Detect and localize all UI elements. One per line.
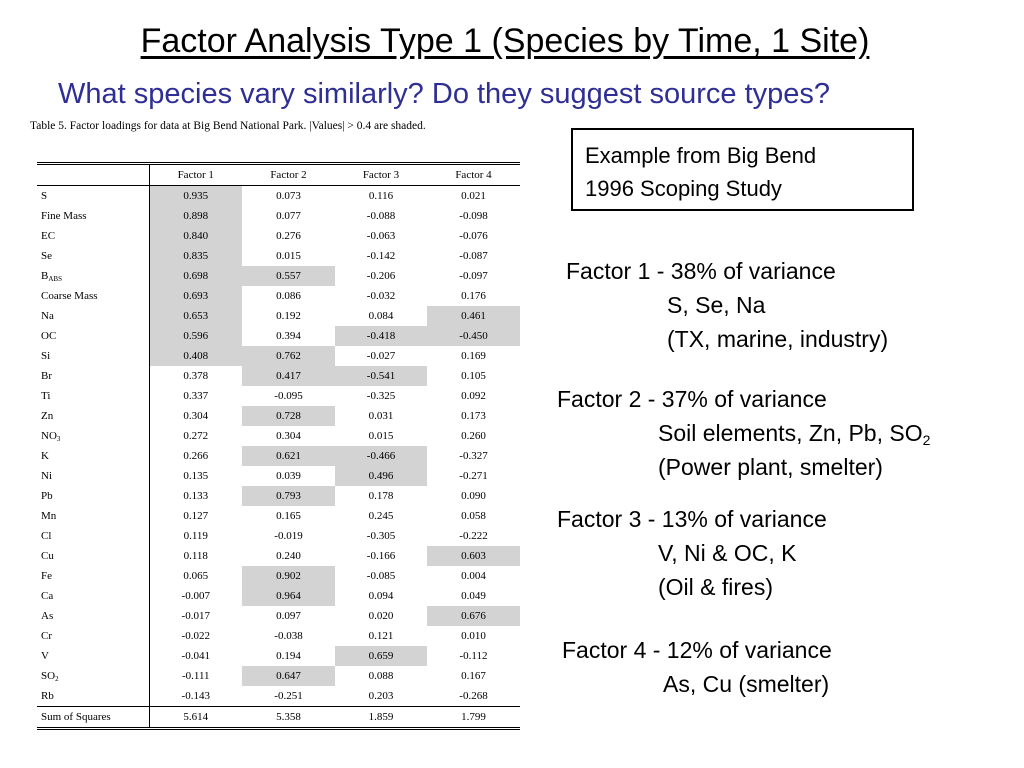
loading-cell: 0.378 <box>183 370 209 382</box>
row-label <box>37 286 149 306</box>
loading-cell: -0.112 <box>459 650 488 662</box>
row-label-text: Rb <box>41 690 54 702</box>
loading-cell: -0.206 <box>366 270 396 282</box>
loading-cell: 0.659 <box>335 646 427 666</box>
loading-cell: 0.010 <box>461 630 486 642</box>
loading-cell: -0.032 <box>366 290 396 302</box>
loading-cell: 0.031 <box>368 410 394 422</box>
loading-cell: -0.063 <box>366 230 396 242</box>
table-row <box>37 646 520 666</box>
loading-cell: 0.192 <box>276 310 301 322</box>
row-label-text: Fine Mass <box>41 210 87 222</box>
loading-cell: 0.073 <box>276 190 301 202</box>
factor-3-species: V, Ni & OC, K <box>658 540 797 566</box>
row-label <box>37 626 149 646</box>
slide-title: Factor Analysis Type 1 (Species by Time, 1 Site) <box>140 22 870 60</box>
loading-cell: 0.272 <box>183 430 209 442</box>
loading-cell: 0.090 <box>461 490 486 502</box>
loading-cell: 0.065 <box>183 570 209 582</box>
loading-cell: -0.251 <box>274 690 303 702</box>
loading-cell: 0.935 <box>149 186 242 207</box>
row-label-text: Coarse Mass <box>41 290 98 302</box>
row-label <box>37 386 149 406</box>
row-label <box>37 546 149 566</box>
loading-cell: -0.327 <box>459 450 488 462</box>
row-label-text: Cu <box>41 550 54 562</box>
row-label <box>37 506 149 526</box>
row-label-text: K <box>41 450 49 462</box>
table-row <box>37 466 520 486</box>
loading-cell: 0.337 <box>183 390 209 402</box>
loading-cell: 0.088 <box>368 670 394 682</box>
table-row <box>37 386 520 406</box>
loading-cell: 0.304 <box>183 410 209 422</box>
table-row <box>37 566 520 586</box>
loading-cell: 0.840 <box>149 226 242 246</box>
row-label-text: Ti <box>41 390 51 402</box>
loading-cell: 0.097 <box>276 610 301 622</box>
table-row <box>37 426 520 446</box>
loading-cell: -0.143 <box>181 690 210 702</box>
loading-cell: 0.094 <box>368 590 394 602</box>
loading-cell: 0.898 <box>149 206 242 226</box>
factor-4-heading: Factor 4 - 12% of variance <box>562 637 832 663</box>
factor-2-summary <box>557 382 930 484</box>
table-row <box>37 366 520 386</box>
factor-4-species: As, Cu (smelter) <box>663 671 830 697</box>
loading-cell: 0.084 <box>368 310 394 322</box>
loading-cell: 0.793 <box>242 486 335 506</box>
factor-1-summary <box>566 254 888 356</box>
table-row <box>37 186 520 207</box>
row-label-text: Se <box>41 250 52 262</box>
row-label <box>37 346 149 366</box>
row-label-subscript: 3 <box>56 435 61 443</box>
loading-cell: 0.049 <box>461 590 486 602</box>
loading-cell: 0.135 <box>183 470 209 482</box>
loading-cell: 0.173 <box>461 410 486 422</box>
row-label <box>37 686 149 707</box>
loading-cell: 0.116 <box>368 190 394 202</box>
row-label-subscript: ABS <box>48 275 62 283</box>
row-label <box>37 366 149 386</box>
loading-cell: -0.098 <box>459 210 488 222</box>
loading-cell: 0.245 <box>368 510 394 522</box>
row-label <box>37 226 149 246</box>
row-label <box>37 246 149 266</box>
row-label <box>37 586 149 606</box>
row-label-text: Zn <box>41 410 54 422</box>
table-row <box>37 626 520 646</box>
loading-cell: 0.304 <box>276 430 301 442</box>
loading-cell: 0.015 <box>368 430 394 442</box>
note-line-2: 1996 Scoping Study <box>585 176 782 201</box>
loading-cell: -0.022 <box>181 630 210 642</box>
row-label-text: EC <box>41 230 56 242</box>
loading-cell: 0.092 <box>461 390 486 402</box>
loading-cell: 0.698 <box>149 266 242 286</box>
loading-cell: 0.178 <box>368 490 394 502</box>
table-caption: Table 5. Factor loadings for data at Big Bend National Park. |Values| > 0.4 are shaded. <box>30 120 426 132</box>
table-header-row <box>37 165 520 186</box>
loading-cell: 0.557 <box>242 266 335 286</box>
sum-of-squares-cell: 1.859 <box>335 707 427 729</box>
row-label-text: Na <box>41 310 54 322</box>
table-row <box>37 406 520 426</box>
factor-2-heading: Factor 2 - 37% of variance <box>557 386 827 412</box>
row-label-text: Cr <box>41 630 52 642</box>
row-label-text: Cl <box>41 530 52 542</box>
loading-cell: -0.087 <box>459 250 488 262</box>
loading-cell: 0.169 <box>461 350 486 362</box>
sum-of-squares-cell: 5.614 <box>149 707 242 729</box>
loading-cell: 0.127 <box>183 510 209 522</box>
loading-cell: -0.017 <box>181 610 210 622</box>
loading-cell: 0.176 <box>461 290 486 302</box>
column-header-factor-4: Factor 4 <box>427 165 520 186</box>
table-row <box>37 486 520 506</box>
table-row <box>37 526 520 546</box>
row-label <box>37 666 149 686</box>
row-label <box>37 306 149 326</box>
loading-cell: 0.621 <box>242 446 335 466</box>
row-label <box>37 206 149 226</box>
sum-of-squares-label: Sum of Squares <box>37 707 149 729</box>
loading-cell: 0.394 <box>276 330 301 342</box>
loading-cell: 0.194 <box>276 650 301 662</box>
loading-cell: 0.015 <box>276 250 301 262</box>
factor-1-sources: (TX, marine, industry) <box>667 326 889 352</box>
loading-cell: 0.728 <box>242 406 335 426</box>
factor-2-species-subscript: 2 <box>922 432 931 448</box>
loading-cell: 0.461 <box>427 306 520 326</box>
loading-cell: 0.276 <box>276 230 301 242</box>
table-row <box>37 586 520 606</box>
row-label <box>37 326 149 346</box>
row-label <box>37 486 149 506</box>
row-label <box>37 466 149 486</box>
row-label-text: Ni <box>41 470 52 482</box>
loading-cell: -0.418 <box>335 326 427 346</box>
row-label-text: As <box>41 610 54 622</box>
factor-2-sources: (Power plant, smelter) <box>658 454 883 480</box>
factor-1-species: S, Se, Na <box>667 292 766 318</box>
table-row <box>37 686 520 707</box>
factor-loadings-table-wrapper <box>37 162 520 730</box>
factor-2-species <box>557 416 930 450</box>
table-row <box>37 306 520 326</box>
loading-cell: 0.020 <box>368 610 394 622</box>
factor-3-heading: Factor 3 - 13% of variance <box>557 506 827 532</box>
factor-3-sources: (Oil & fires) <box>658 574 773 600</box>
loading-cell: 0.260 <box>461 430 486 442</box>
row-label <box>37 266 149 286</box>
loading-cell: -0.325 <box>366 390 396 402</box>
table-row <box>37 546 520 566</box>
row-label-subscript: 2 <box>55 675 59 683</box>
factor-1-heading: Factor 1 - 38% of variance <box>566 258 836 284</box>
loading-cell: 0.902 <box>242 566 335 586</box>
loading-cell: -0.041 <box>181 650 210 662</box>
loading-cell: -0.222 <box>459 530 488 542</box>
loading-cell: -0.466 <box>335 446 427 466</box>
row-label-text: Si <box>41 350 51 362</box>
row-label-text: NO <box>41 430 57 442</box>
loading-cell: 0.596 <box>149 326 242 346</box>
row-label-text: OC <box>41 330 57 342</box>
row-label <box>37 566 149 586</box>
table-row <box>37 606 520 626</box>
row-label <box>37 606 149 626</box>
loading-cell: 0.266 <box>183 450 209 462</box>
row-label-text: SO <box>41 670 56 682</box>
loading-cell: -0.038 <box>274 630 303 642</box>
row-label-text: S <box>41 190 48 202</box>
table-row <box>37 506 520 526</box>
column-header-factor-3: Factor 3 <box>335 165 427 186</box>
row-label <box>37 406 149 426</box>
sum-of-squares-cell: 1.799 <box>427 707 520 729</box>
row-label <box>37 186 149 207</box>
table-row <box>37 246 520 266</box>
column-header-factor-1: Factor 1 <box>149 165 242 186</box>
loading-cell: 0.496 <box>335 466 427 486</box>
row-label <box>37 526 149 546</box>
loading-cell: 0.118 <box>183 550 208 562</box>
row-label-text: Ca <box>41 590 54 602</box>
loading-cell: 0.077 <box>276 210 301 222</box>
table-row <box>37 446 520 466</box>
row-label <box>37 426 149 446</box>
loading-cell: -0.085 <box>366 570 396 582</box>
table-row <box>37 266 520 286</box>
row-label-text: Fe <box>41 570 52 582</box>
factor-4-summary <box>562 633 832 701</box>
loading-cell: -0.142 <box>366 250 396 262</box>
factor-2-species-text: Soil elements, Zn, Pb, SO <box>658 420 923 446</box>
row-label <box>37 646 149 666</box>
table-header-corner <box>37 165 149 186</box>
table-row <box>37 206 520 226</box>
factor-loadings-table <box>37 165 520 730</box>
loading-cell: -0.019 <box>274 530 303 542</box>
note-line-1: Example from Big Bend <box>585 143 817 168</box>
loading-cell: 0.105 <box>461 370 486 382</box>
loading-cell: 0.039 <box>276 470 301 482</box>
loading-cell: -0.076 <box>459 230 488 242</box>
loading-cell: -0.166 <box>366 550 396 562</box>
sum-of-squares-cell: 5.358 <box>242 707 335 729</box>
row-label-text: Pb <box>41 490 53 502</box>
loading-cell: 0.021 <box>461 190 486 202</box>
table-body <box>37 186 520 729</box>
loading-cell: 0.167 <box>461 670 486 682</box>
loading-cell: 0.119 <box>183 530 208 542</box>
loading-cell: 0.676 <box>427 606 520 626</box>
loading-cell: 0.004 <box>461 570 486 582</box>
loading-cell: -0.027 <box>366 350 396 362</box>
loading-cell: -0.111 <box>181 670 210 682</box>
loading-cell: 0.693 <box>149 286 242 306</box>
table-row <box>37 286 520 306</box>
loading-cell: -0.097 <box>459 270 488 282</box>
table-row <box>37 226 520 246</box>
table-row <box>37 326 520 346</box>
loading-cell: -0.271 <box>459 470 488 482</box>
loading-cell: 0.240 <box>276 550 301 562</box>
row-label-text: B <box>41 270 49 282</box>
loading-cell: -0.268 <box>459 690 488 702</box>
loading-cell: 0.165 <box>276 510 301 522</box>
row-label <box>37 446 149 466</box>
loading-cell: -0.095 <box>274 390 303 402</box>
factor-3-summary <box>557 502 827 604</box>
row-label-text: Mn <box>41 510 57 522</box>
table-row <box>37 666 520 686</box>
loading-cell: 0.653 <box>149 306 242 326</box>
row-label-text: Br <box>41 370 52 382</box>
sum-of-squares-row <box>37 707 520 729</box>
loading-cell: 0.203 <box>368 690 394 702</box>
column-header-factor-2: Factor 2 <box>242 165 335 186</box>
loading-cell: 0.408 <box>149 346 242 366</box>
loading-cell: -0.305 <box>366 530 396 542</box>
loading-cell: 0.121 <box>368 630 394 642</box>
slide-subtitle: What species vary similarly? Do they suggest source types? <box>58 78 831 110</box>
loading-cell: -0.541 <box>335 366 427 386</box>
loading-cell: 0.603 <box>427 546 520 566</box>
table-row <box>37 346 520 366</box>
loading-cell: 0.058 <box>461 510 486 522</box>
loading-cell: -0.450 <box>427 326 520 346</box>
loading-cell: 0.964 <box>242 586 335 606</box>
loading-cell: -0.007 <box>181 590 210 602</box>
loading-cell: 0.086 <box>276 290 301 302</box>
row-label-text: V <box>41 650 49 662</box>
loading-cell: -0.088 <box>366 210 396 222</box>
loading-cell: 0.835 <box>149 246 242 266</box>
example-note-box <box>571 128 914 211</box>
loading-cell: 0.133 <box>183 490 209 502</box>
loading-cell: 0.417 <box>242 366 335 386</box>
loading-cell: 0.647 <box>242 666 335 686</box>
loading-cell: 0.762 <box>242 346 335 366</box>
